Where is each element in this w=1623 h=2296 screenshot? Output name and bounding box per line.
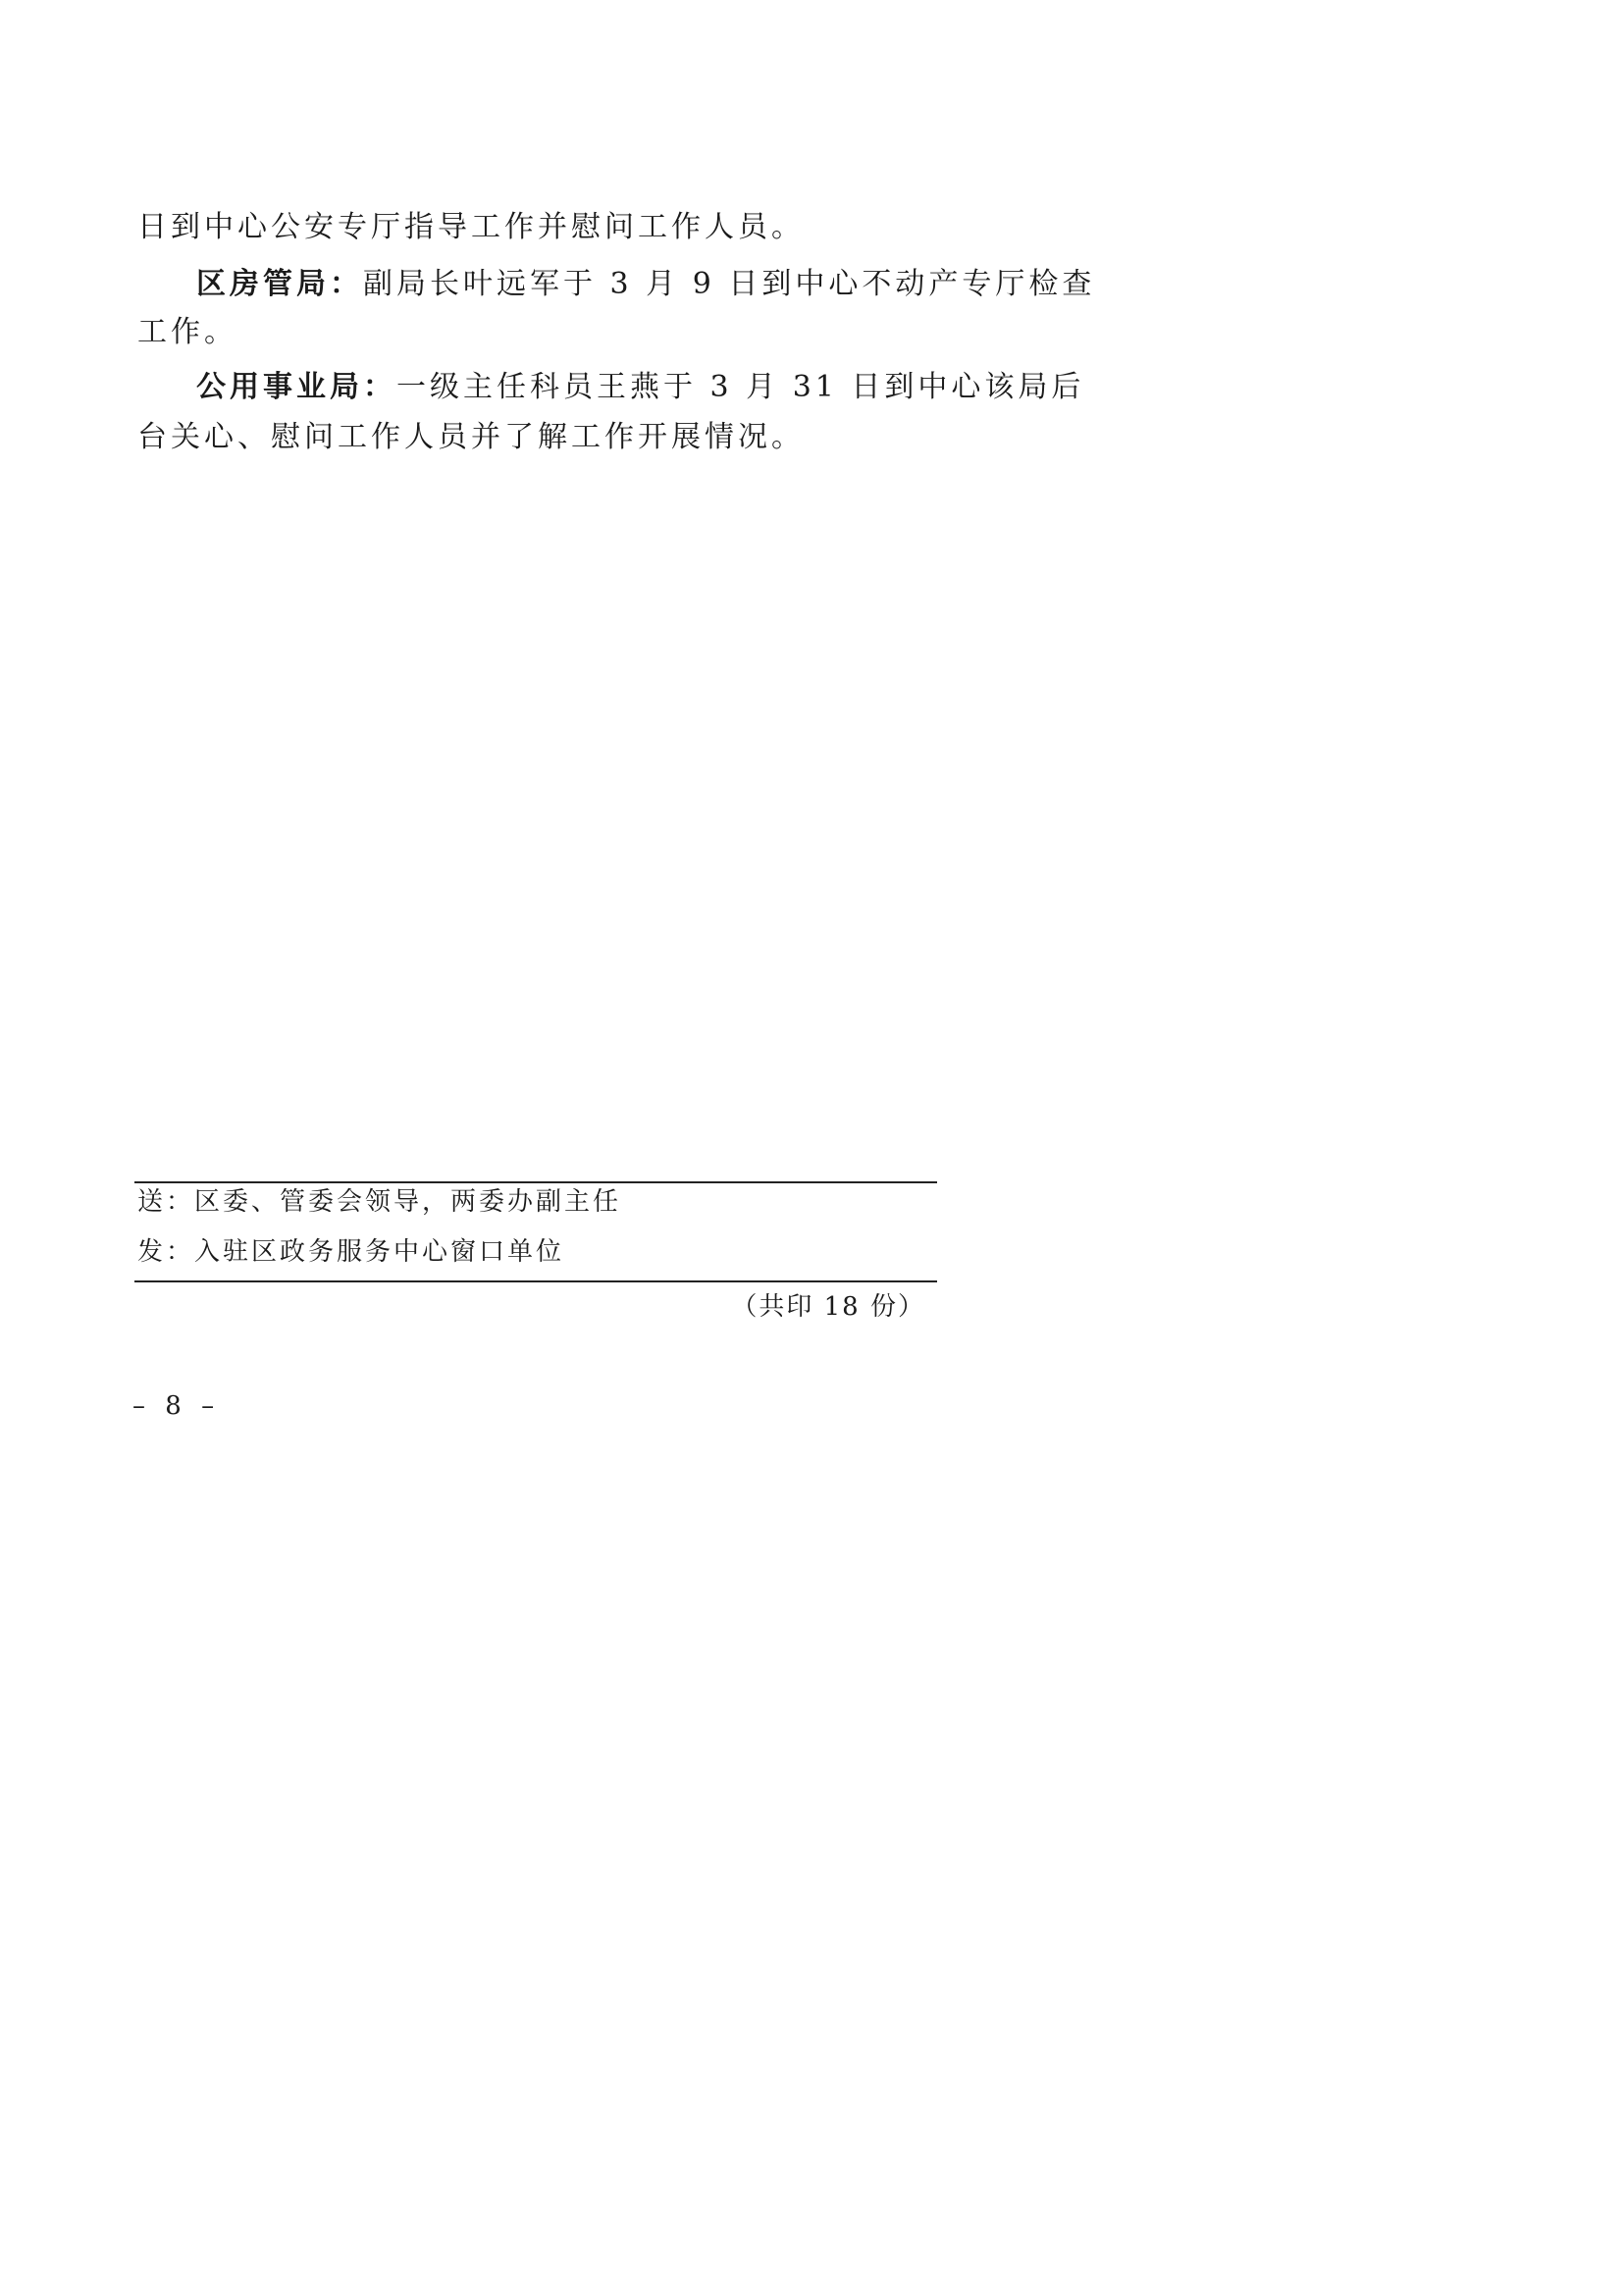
document-page	[0, 0, 1096, 1528]
issue-to-line: 发：入驻区政务服务中心窗口单位	[137, 1237, 565, 1267]
public-utilities-text-cont: 台关心、慰问工作人员并了解工作开展情况。	[137, 420, 805, 454]
copies-printed: （共印 18 份）	[731, 1292, 925, 1322]
housing-bureau-text-cont: 工作。	[137, 315, 237, 349]
public-utilities-text: 一级主任科员王燕于 3 月 31 日到中心该局后	[396, 370, 1085, 404]
distribution-top-rule	[134, 1181, 937, 1183]
body-line-1: 日到中心公安专厅指导工作并慰问工作人员。	[137, 210, 805, 244]
distribution-bottom-rule	[134, 1280, 937, 1282]
paragraph-public-utilities-bureau	[196, 368, 1084, 407]
housing-bureau-text: 副局长叶远军于 3 月 9 日到中心不动产专厅检查	[363, 267, 1096, 301]
send-to-line: 送：区委、管委会领导，两委办副主任	[137, 1187, 622, 1217]
paragraph-housing-bureau	[196, 265, 1095, 304]
public-utilities-label: 公用事业局：	[196, 370, 396, 404]
housing-bureau-label: 区房管局：	[196, 267, 363, 301]
page-number: – 8 –	[132, 1391, 221, 1421]
